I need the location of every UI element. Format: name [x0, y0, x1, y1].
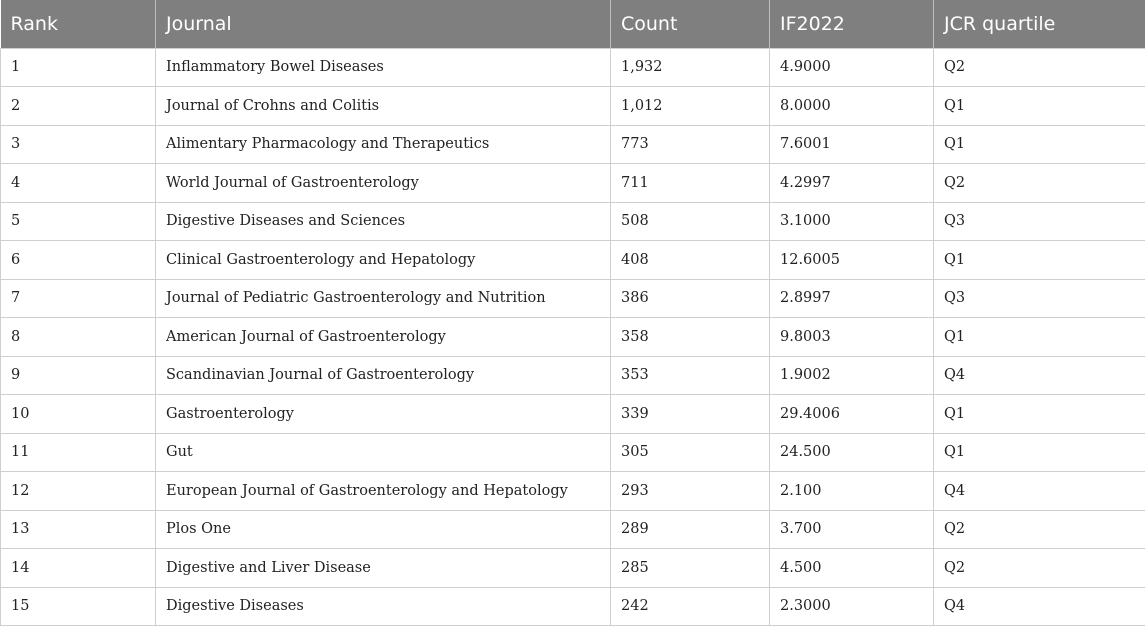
journal-cell: Plos One: [156, 510, 611, 549]
if2022-cell: 4.2997: [770, 164, 934, 203]
journal-cell: Journal of Crohns and Colitis: [156, 87, 611, 126]
table-row: [1, 549, 1145, 588]
if2022-cell: 2.8997: [770, 279, 934, 318]
jcr-quartile-cell: Q1: [934, 433, 1145, 472]
jcr-quartile-cell: Q3: [934, 279, 1145, 318]
table-row: [1, 510, 1145, 549]
table-row: [1, 395, 1145, 434]
count-cell: 386: [611, 279, 770, 318]
table-row: [1, 356, 1145, 395]
rank-cell: 1: [1, 48, 156, 87]
journal-cell: Scandinavian Journal of Gastroenterology: [156, 356, 611, 395]
table-row: [1, 125, 1145, 164]
if2022-cell: 2.100: [770, 472, 934, 511]
header-row: [1, 0, 1145, 48]
jcr-quartile-cell: Q1: [934, 125, 1145, 164]
if2022-cell: 3.700: [770, 510, 934, 549]
jcr-quartile-cell: Q4: [934, 356, 1145, 395]
count-cell: 711: [611, 164, 770, 203]
rank-cell: 7: [1, 279, 156, 318]
table-row: [1, 202, 1145, 241]
count-cell: 339: [611, 395, 770, 434]
if2022-cell: 12.6005: [770, 241, 934, 280]
table-row: [1, 87, 1145, 126]
table-row: [1, 241, 1145, 280]
rank-cell: 11: [1, 433, 156, 472]
if2022-cell: 2.3000: [770, 587, 934, 626]
count-cell: 1,932: [611, 48, 770, 87]
rank-cell: 14: [1, 549, 156, 588]
table-row: [1, 587, 1145, 626]
jcr-quartile-cell: Q1: [934, 87, 1145, 126]
if2022-cell: 3.1000: [770, 202, 934, 241]
journal-cell: Alimentary Pharmacology and Therapeutics: [156, 125, 611, 164]
table-row: [1, 433, 1145, 472]
if2022-cell: 29.4006: [770, 395, 934, 434]
rank-cell: 15: [1, 587, 156, 626]
jcr-quartile-cell: Q2: [934, 48, 1145, 87]
count-cell: 285: [611, 549, 770, 588]
rank-cell: 8: [1, 318, 156, 357]
rank-cell: 5: [1, 202, 156, 241]
jcr-quartile-cell: Q2: [934, 510, 1145, 549]
count-cell: 408: [611, 241, 770, 280]
header-journal: Journal: [156, 0, 611, 48]
journal-cell: Digestive and Liver Disease: [156, 549, 611, 588]
count-cell: 508: [611, 202, 770, 241]
table-row: [1, 48, 1145, 87]
jcr-quartile-cell: Q3: [934, 202, 1145, 241]
table-row: [1, 472, 1145, 511]
table-row: [1, 164, 1145, 203]
jcr-quartile-cell: Q1: [934, 318, 1145, 357]
if2022-cell: 4.9000: [770, 48, 934, 87]
if2022-cell: 1.9002: [770, 356, 934, 395]
table-body: [1, 48, 1145, 626]
journal-cell: Digestive Diseases: [156, 587, 611, 626]
header-if2022: IF2022: [770, 0, 934, 48]
if2022-cell: 7.6001: [770, 125, 934, 164]
count-cell: 773: [611, 125, 770, 164]
count-cell: 1,012: [611, 87, 770, 126]
journal-cell: Gastroenterology: [156, 395, 611, 434]
count-cell: 242: [611, 587, 770, 626]
jcr-quartile-cell: Q4: [934, 587, 1145, 626]
jcr-quartile-cell: Q1: [934, 395, 1145, 434]
jcr-quartile-cell: Q2: [934, 164, 1145, 203]
rank-cell: 4: [1, 164, 156, 203]
journal-cell: Digestive Diseases and Sciences: [156, 202, 611, 241]
journal-cell: Inflammatory Bowel Diseases: [156, 48, 611, 87]
journal-cell: World Journal of Gastroenterology: [156, 164, 611, 203]
jcr-quartile-cell: Q2: [934, 549, 1145, 588]
journal-cell: European Journal of Gastroenterology and Hepatology: [156, 472, 611, 511]
if2022-cell: 8.0000: [770, 87, 934, 126]
count-cell: 305: [611, 433, 770, 472]
if2022-cell: 4.500: [770, 549, 934, 588]
header-count: Count: [611, 0, 770, 48]
rank-cell: 13: [1, 510, 156, 549]
journal-cell: American Journal of Gastroenterology: [156, 318, 611, 357]
jcr-quartile-cell: Q1: [934, 241, 1145, 280]
count-cell: 353: [611, 356, 770, 395]
table-row: [1, 279, 1145, 318]
rank-cell: 2: [1, 87, 156, 126]
rank-cell: 3: [1, 125, 156, 164]
count-cell: 358: [611, 318, 770, 357]
header-jcr-quartile: JCR quartile: [934, 0, 1145, 48]
journal-cell: Journal of Pediatric Gastroenterology and Nutrition: [156, 279, 611, 318]
count-cell: 289: [611, 510, 770, 549]
jcr-quartile-cell: Q4: [934, 472, 1145, 511]
rank-cell: 12: [1, 472, 156, 511]
table-header: [1, 0, 1145, 48]
rank-cell: 9: [1, 356, 156, 395]
count-cell: 293: [611, 472, 770, 511]
journal-cell: Clinical Gastroenterology and Hepatology: [156, 241, 611, 280]
table-row: [1, 318, 1145, 357]
if2022-cell: 9.8003: [770, 318, 934, 357]
rank-cell: 10: [1, 395, 156, 434]
rank-cell: 6: [1, 241, 156, 280]
header-rank: Rank: [1, 0, 156, 48]
journal-cell: Gut: [156, 433, 611, 472]
if2022-cell: 24.500: [770, 433, 934, 472]
